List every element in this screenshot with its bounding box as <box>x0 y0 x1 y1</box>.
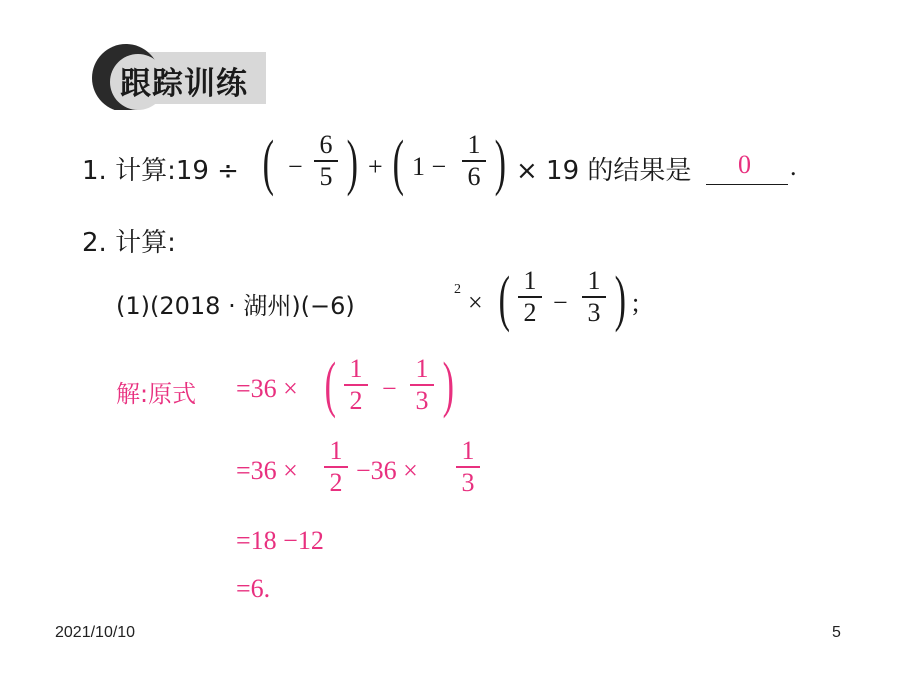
solution-line2-eq: =36 × <box>236 456 298 485</box>
q2-paren-close: ) <box>614 265 627 333</box>
solution-line1-paren-open: ( <box>324 351 337 419</box>
sol1-frac-b-den: 3 <box>415 385 429 415</box>
sol2-frac-b-den: 3 <box>461 467 475 497</box>
q1-fraction-2 <box>462 132 486 190</box>
q1-one-minus: 1 − <box>412 152 447 181</box>
q1-answer: 0 <box>738 150 751 179</box>
q2-part1-semicolon: ; <box>632 288 640 317</box>
q2-part1-exponent: 2 <box>454 282 461 297</box>
solution-line4: =6. <box>236 574 271 603</box>
q2-label: 2. 计算: <box>82 228 176 258</box>
q2-part1-fraction-a <box>518 268 542 326</box>
footer-page-number: 5 <box>832 624 841 641</box>
solution-line1-fraction-a <box>344 356 368 414</box>
q2-paren-open: ( <box>498 265 511 333</box>
q1-minus: − <box>288 152 303 181</box>
solution-line2-fraction-b <box>456 438 480 496</box>
solution-intro: 解:原式 <box>116 380 197 408</box>
solution-line2-fraction-a <box>324 438 348 496</box>
footer-date: 2021/10/10 <box>55 624 136 641</box>
q2-frac-a-den: 2 <box>523 297 537 327</box>
q1-paren-open-2: ( <box>392 129 405 197</box>
q2-frac-b-num: 1 <box>587 266 601 295</box>
sol1-frac-a-num: 1 <box>349 354 363 383</box>
q1-times-19: × 19 的结果是 <box>516 156 692 186</box>
solution-line1-fraction-b <box>410 356 434 414</box>
sol1-frac-a-den: 2 <box>349 385 363 415</box>
q2-part1-fraction-b <box>582 268 606 326</box>
sol2-frac-a-num: 1 <box>329 436 343 465</box>
solution-line2-mid: −36 × <box>356 456 418 485</box>
q2-part1-times: × <box>468 288 483 317</box>
q1-frac2-den: 6 <box>467 161 481 191</box>
q2-frac-b-den: 3 <box>587 297 601 327</box>
sol2-frac-b-num: 1 <box>461 436 475 465</box>
q1-frac1-num: 6 <box>319 130 333 159</box>
q2-part1-minus: − <box>553 288 568 317</box>
solution-line1-minus: − <box>382 374 397 403</box>
sol1-frac-b-num: 1 <box>415 354 429 383</box>
q1-paren-open-1: ( <box>262 129 275 197</box>
solution-line1-eq: =36 × <box>236 374 298 403</box>
q1-prefix: 1. 计算:19 ÷ <box>82 156 239 186</box>
sol2-frac-a-den: 2 <box>329 467 343 497</box>
q2-frac-a-num: 1 <box>523 266 537 295</box>
q1-paren-close-2: ) <box>494 129 507 197</box>
solution-line1-paren-close: ) <box>442 351 455 419</box>
q2-part1-label: (1)(2018 · 湖州)(−6) <box>116 292 355 320</box>
q1-end: . <box>790 152 797 181</box>
section-title: 跟踪训练 <box>120 66 248 102</box>
section-badge <box>86 42 271 110</box>
q1-paren-close-1: ) <box>346 129 359 197</box>
q1-plus: + <box>368 152 383 181</box>
q1-answer-blank <box>706 146 788 185</box>
q1-frac1-den: 5 <box>319 161 333 191</box>
q1-frac2-num: 1 <box>467 130 481 159</box>
q1-fraction-1 <box>314 132 338 190</box>
solution-line3: =18 −12 <box>236 526 324 555</box>
